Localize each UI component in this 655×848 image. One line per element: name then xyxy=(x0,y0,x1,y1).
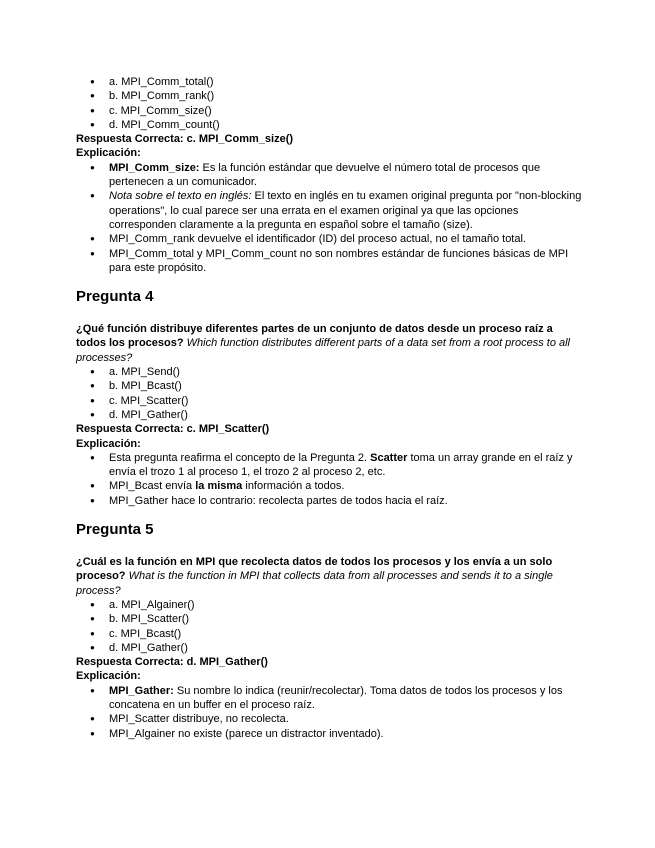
option-item: ● c. MPI_Scatter() xyxy=(76,394,582,408)
text: Es la función estándar que devuelve el número total de procesos que pertenecen a un comunicador. xyxy=(109,161,541,189)
question-heading: Pregunta 4 xyxy=(76,288,154,306)
option-item: ● b. MPI_Bcast() xyxy=(76,379,582,393)
q4-explanation-list xyxy=(76,451,582,508)
correct-answer: Respuesta Correcta: c. MPI_Comm_size() xyxy=(76,133,294,146)
option-item: ● d. MPI_Gather() xyxy=(76,408,582,422)
text: Esta pregunta reafirma el concepto de la Pregunta 2. xyxy=(109,451,371,464)
question-text xyxy=(76,322,582,365)
option-item: ● d. MPI_Gather() xyxy=(76,641,582,655)
explanation-label: Explicación: xyxy=(76,437,141,450)
q3-explanation-list xyxy=(76,161,582,275)
term: Scatter xyxy=(370,451,408,464)
term: MPI_Comm_size: xyxy=(109,161,200,174)
question-en: What is the function in MPI that collects data from all processes and sends it to a single process? xyxy=(76,570,553,597)
question-es: ¿Qué función distribuye diferentes partes de un conjunto de datos desde un proceso raíz a todos los procesos? xyxy=(76,323,553,350)
text: toma un array grande en el raíz y envía el trozo 1 al proceso 1, el trozo 2 al proceso 2, etc. xyxy=(109,451,573,479)
option-item: ● b. MPI_Scatter() xyxy=(76,612,582,626)
term: MPI_Gather: xyxy=(109,684,174,697)
note-label: Nota sobre el texto en inglés: xyxy=(109,190,252,203)
q3-options xyxy=(76,75,582,132)
option-item: ● a. MPI_Send() xyxy=(76,365,582,379)
term: la misma xyxy=(195,480,243,493)
option-item: ● d. MPI_Comm_count() xyxy=(76,118,582,132)
text: El texto en inglés en tu examen original pregunta por "non-blocking operations", lo cual parece ser una errata en el examen original ya que las opciones corresponden claramente a la pregunta en español sobre el tamaño (size). xyxy=(109,190,582,231)
q5-options xyxy=(76,598,582,655)
question-heading: Pregunta 5 xyxy=(76,521,154,539)
option-item: ● a. MPI_Comm_total() xyxy=(76,75,582,89)
explanation-label: Explicación: xyxy=(76,147,141,160)
explanation-item: ● MPI_Gather hace lo contrario: recolecta partes de todos hacia el raíz. xyxy=(76,494,582,508)
option-item: ● a. MPI_Algainer() xyxy=(76,598,582,612)
explanation-item: ● MPI_Scatter distribuye, no recolecta. xyxy=(76,712,582,726)
correct-answer: Respuesta Correcta: d. MPI_Gather() xyxy=(76,656,268,669)
explanation-label: Explicación: xyxy=(76,670,141,683)
text: Su nombre lo indica (reunir/recolectar). Toma datos de todos los procesos y los concatena en un buffer en el proceso raíz. xyxy=(109,684,563,711)
explanation-item xyxy=(76,189,582,232)
question-text xyxy=(76,555,582,598)
option-item: ● c. MPI_Comm_size() xyxy=(76,104,582,118)
text: información a todos. xyxy=(242,480,345,493)
question-es: ¿Cuál es la función en MPI que recolecta datos de todos los procesos y los envía a un solo proceso? xyxy=(76,556,553,583)
q5-explanation-list xyxy=(76,684,582,741)
explanation-item xyxy=(76,451,582,480)
explanation-item xyxy=(76,684,582,713)
option-item: ● c. MPI_Bcast() xyxy=(76,627,582,641)
explanation-item xyxy=(76,161,582,190)
text: MPI_Bcast envía xyxy=(109,480,196,493)
question-en: Which function distributes different parts of a data set from a root process to all processes? xyxy=(76,337,570,364)
explanation-item: ● MPI_Algainer no existe (parece un distractor inventado). xyxy=(76,727,582,741)
correct-answer: Respuesta Correcta: c. MPI_Scatter() xyxy=(76,423,270,436)
explanation-item: ● MPI_Comm_rank devuelve el identificador (ID) del proceso actual, no el tamaño total. xyxy=(76,232,582,246)
explanation-item: ● MPI_Comm_total y MPI_Comm_count no son nombres estándar de funciones básicas de MPI para este propósito. xyxy=(76,247,582,276)
explanation-item xyxy=(76,479,582,493)
option-item: ● b. MPI_Comm_rank() xyxy=(76,89,582,103)
document-content xyxy=(76,75,582,741)
q4-options xyxy=(76,365,582,422)
